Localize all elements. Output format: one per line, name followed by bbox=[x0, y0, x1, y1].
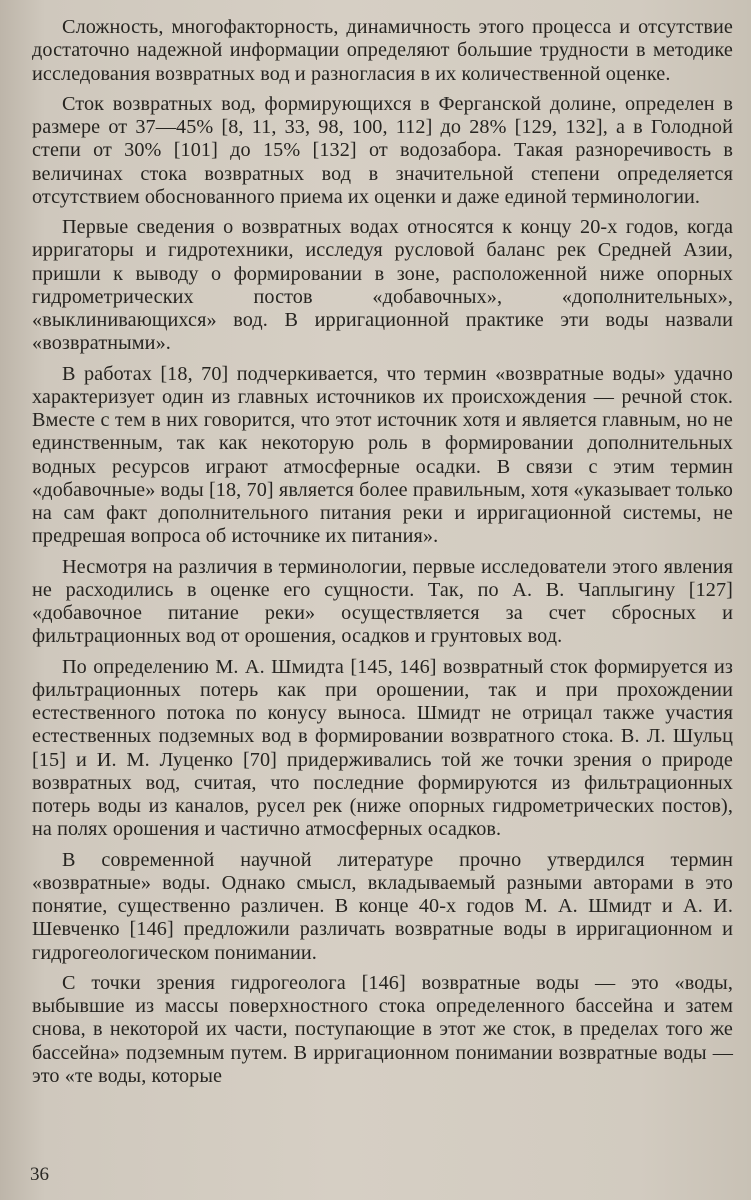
paragraph-7: В современной научной литературе прочно утвердился термин «возвратные» воды. Однако смысл, вкладываемый разными авторами в это понятие, существенно различен. В конце 40-х годов М. А. Шмидт и А. И. Шевченко [146] предложили различать возвратные воды в ирригационном и гидрогеологическом понимании. bbox=[32, 848, 733, 964]
paragraph-1: Сложность, многофакторность, динамичность этого процесса и отсутствие достаточно надежной информации определяют большие трудности в методике исследования возвратных вод и разногласия в их количественной оценке. bbox=[32, 16, 733, 85]
paragraph-6: По определению М. А. Шмидта [145, 146] возвратный сток формируется из фильтрационных потерь как при орошении, так и при прохождении естественного потока по конусу выноса. Шмидт не отрицал также участия естественных подземных вод в формировании возвратного стока. В. Л. Шульц [15] и И. М. Луценко [70] придерживались той же точки зрения о природе возвратных вод, считая, что последние формируются из фильтрационных потерь воды из каналов, русел рек (ниже опорных гидрометрических постов), на полях орошения и частично атмосферных осадков. bbox=[32, 655, 733, 841]
paragraph-5: Несмотря на различия в терминологии, первые исследователи этого явления не расходились в оценке его сущности. Так, по А. В. Чаплыгину [127] «добавочное питание реки» осуществляется за счет сбросных и фильтрационных вод от орошения, осадков и грунтовых вод. bbox=[32, 555, 733, 648]
body-text bbox=[32, 16, 733, 1088]
paragraph-2: Сток возвратных вод, формирующихся в Ферганской долине, определен в размере от 37—45% [8, 11, 33, 98, 100, 112] до 28% [129, 132], а в Голодной степи от 30% [101] до 15% [132] от водозабора. Такая разноречивость в величинах стока возвратных вод в значительной степени определяется отсутствием обоснованного приема их оценки и даже единой терминологии. bbox=[32, 92, 733, 208]
paragraph-8: С точки зрения гидрогеолога [146] возвратные воды — это «воды, выбывшие из массы поверхностного стока определенного бассейна и затем снова, в некоторой их части, поступающие в этот же сток, в пределах того же бассейна» подземным путем. В ирригационном понимании возвратные воды — это «те воды, которые bbox=[32, 971, 733, 1087]
paragraph-3: Первые сведения о возвратных водах относятся к концу 20-х годов, когда ирригаторы и гидротехники, исследуя русловой баланс рек Средней Азии, пришли к выводу о формировании в зоне, расположенной ниже опорных гидрометрических постов «добавочных», «дополнительных», «выклинивающихся» вод. В ирригационной практике эти воды назвали «возвратными». bbox=[32, 216, 733, 355]
paragraph-4: В работах [18, 70] подчеркивается, что термин «возвратные воды» удачно характеризует один из главных источников их происхождения — речной сток. Вместе с тем в них говорится, что этот источник хотя и является главным, но не единственным, так как некоторую роль в формировании дополнительных водных ресурсов играют атмосферные осадки. В связи с этим термин «добавочные» воды [18, 70] является более правильным, хотя «указывает только на сам факт дополнительного питания реки и ирригационной системы, не предрешая вопроса об источнике их питания». bbox=[32, 362, 733, 548]
page-number: 36 bbox=[30, 1164, 49, 1185]
